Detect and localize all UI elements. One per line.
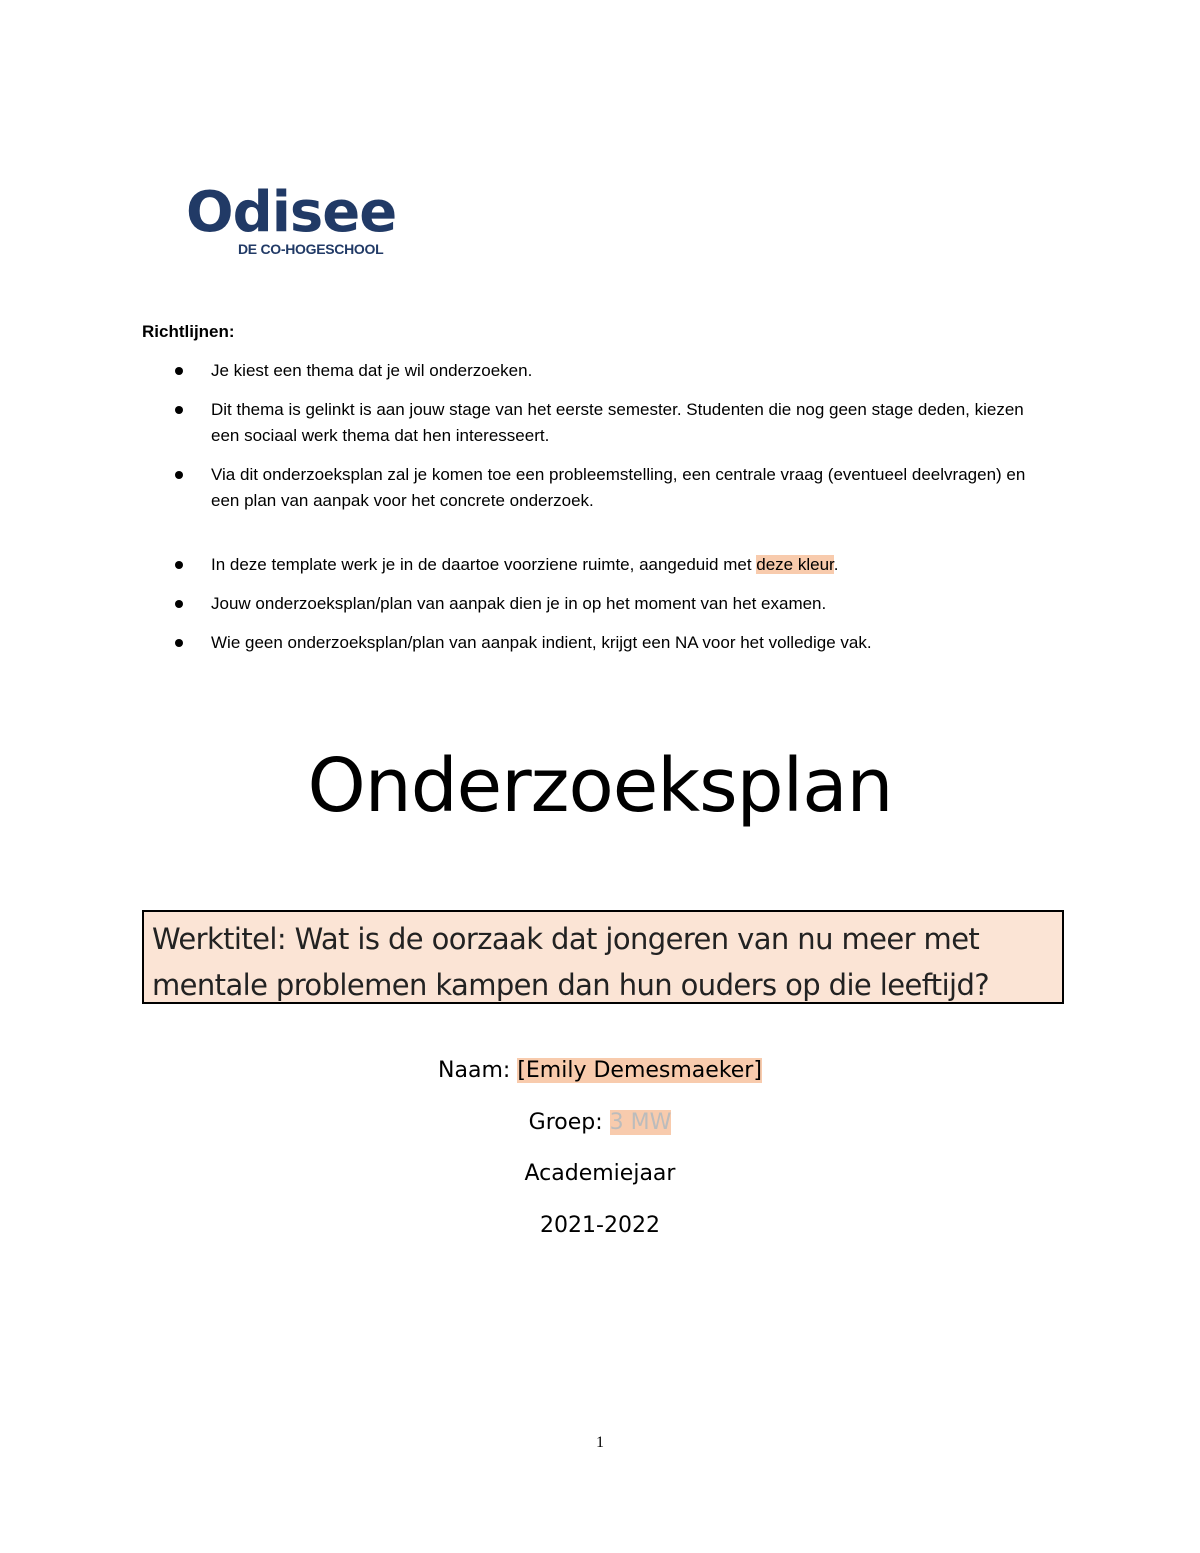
guideline-item <box>142 591 1042 617</box>
guideline-text: Jouw onderzoeksplan/plan van aanpak dien je in op het moment van het examen. <box>211 594 827 613</box>
guidelines-heading: Richtlijnen: <box>142 322 235 341</box>
guideline-item <box>142 630 1042 656</box>
guideline-text: Je kiest een thema dat je wil onderzoeken. <box>211 361 533 380</box>
bullet-icon <box>175 471 183 479</box>
guidelines-list <box>142 358 1042 669</box>
naam-value: [Emily Demesmaeker] <box>517 1058 762 1083</box>
guideline-item <box>142 462 1042 514</box>
naam-line <box>0 1054 1200 1088</box>
page-number: 1 <box>596 1434 604 1451</box>
bullet-icon <box>175 561 183 569</box>
bullet-icon <box>175 406 183 414</box>
groep-label: Groep: <box>528 1110 603 1135</box>
highlighted-text: deze kleur <box>756 555 834 574</box>
naam-label: Naam: <box>438 1058 511 1083</box>
logo-wordmark: Odisee <box>186 180 397 245</box>
logo-subtitle: DE CO-HOGESCHOOL <box>238 241 384 257</box>
guideline-item <box>142 397 1042 449</box>
bullet-icon <box>175 600 183 608</box>
guideline-text: Via dit onderzoeksplan zal je komen toe een probleemstelling, een centrale vraag (eventueel deelvragen) en een plan van aanpak voor het concrete onderzoek. <box>211 465 1026 510</box>
bullet-icon <box>175 367 183 375</box>
academiejaar-value: 2021-2022 <box>540 1213 660 1238</box>
guideline-text: Dit thema is gelinkt is aan jouw stage van het eerste semester. Studenten die nog geen stage deden, kiezen een sociaal werk thema dat hen interesseert. <box>211 400 1024 445</box>
guideline-item <box>142 358 1042 384</box>
document-title: Onderzoeksplan <box>307 743 893 829</box>
groep-line <box>0 1106 1200 1140</box>
odisee-logo <box>186 182 406 262</box>
guideline-item <box>142 552 1042 578</box>
academiejaar-label: Academiejaar <box>524 1161 676 1186</box>
groep-value: 3 MW <box>609 1110 672 1135</box>
werktitel-box: Werktitel: Wat is de oorzaak dat jongeren van nu meer met mentale problemen kampen dan hun ouders op die leeftijd? <box>142 910 1064 1004</box>
guideline-text: . <box>833 555 839 574</box>
guideline-text: Wie geen onderzoeksplan/plan van aanpak indient, krijgt een NA voor het volledige vak. <box>211 633 872 652</box>
bullet-icon <box>175 639 183 647</box>
guideline-text: In deze template werk je in de daartoe voorziene ruimte, aangeduid met <box>211 555 757 574</box>
